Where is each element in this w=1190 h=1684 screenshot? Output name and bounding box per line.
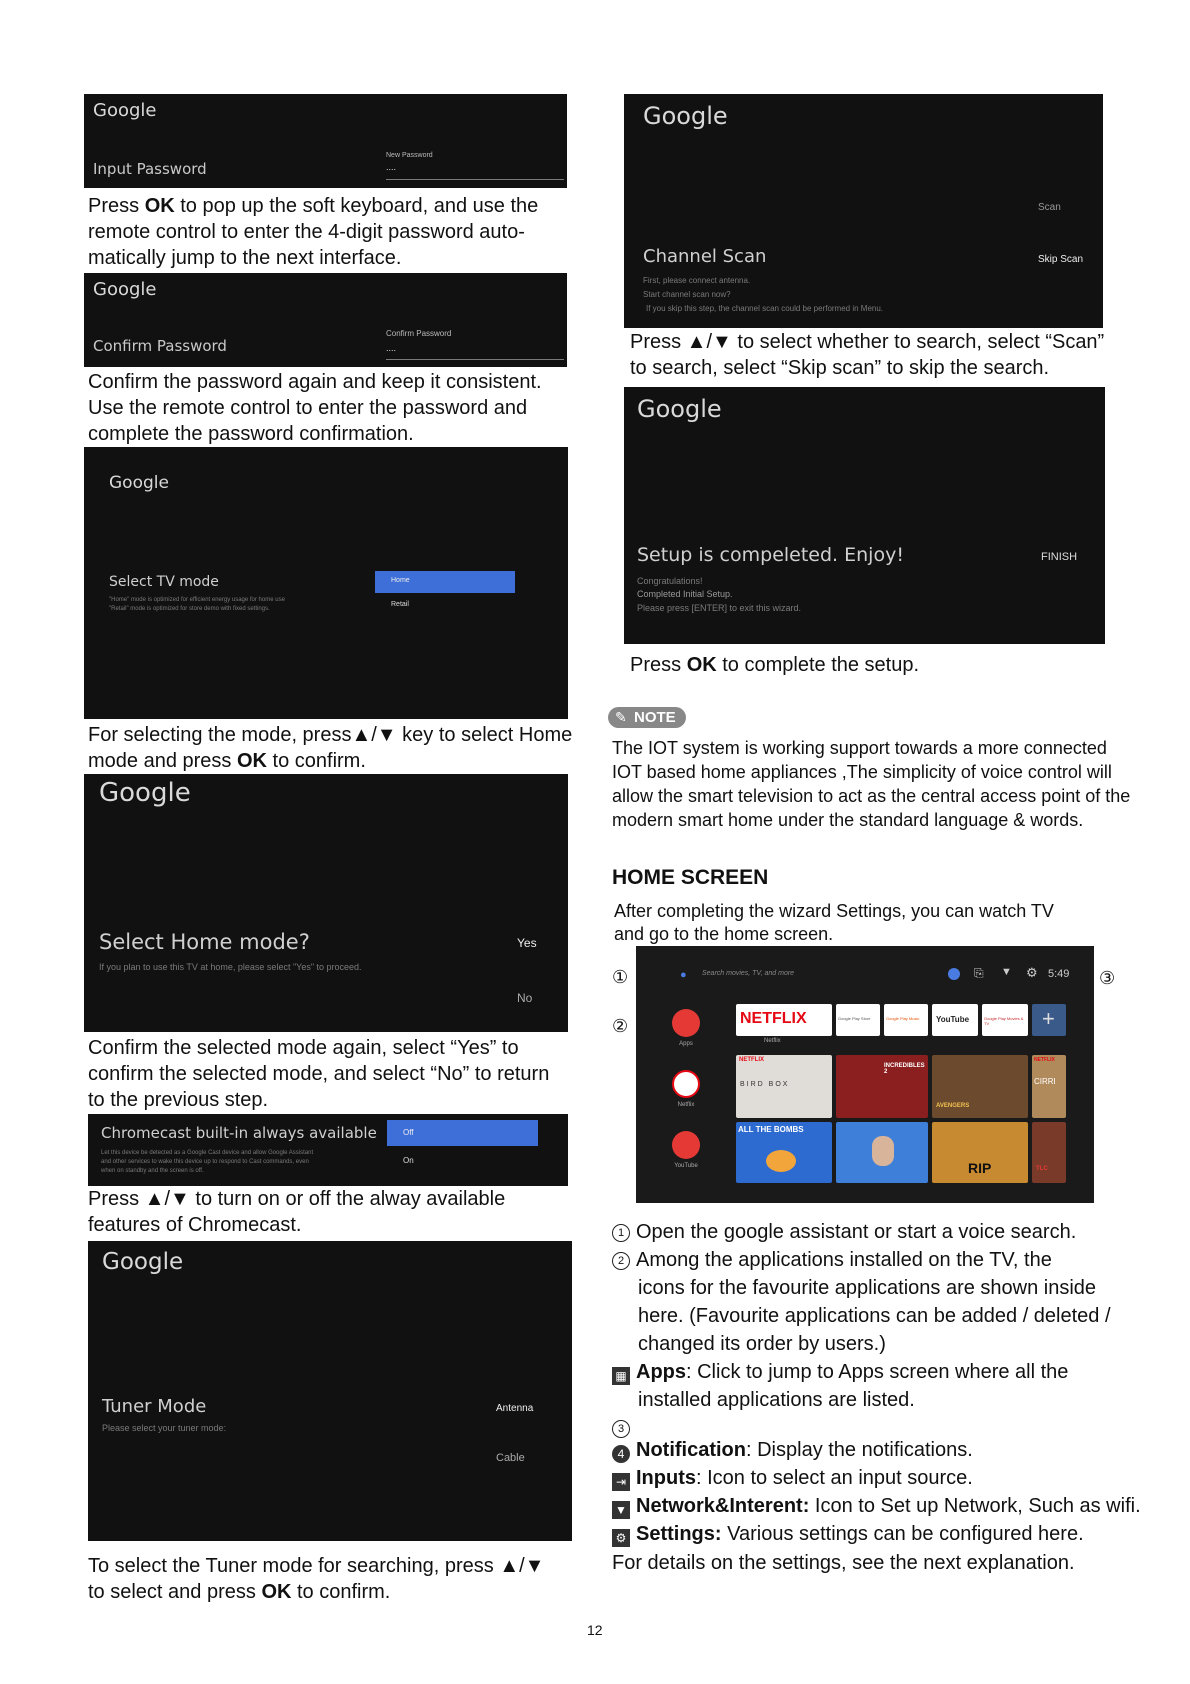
google-brand: Google: [99, 778, 191, 808]
search-bar[interactable]: Search movies, TV, and more: [702, 970, 795, 977]
youtube-tile[interactable]: YouTube: [932, 1004, 978, 1036]
finish-button[interactable]: FINISH: [1041, 551, 1078, 563]
mic-icon[interactable]: ●: [680, 969, 687, 981]
wifi-icon[interactable]: ▼: [1001, 966, 1012, 978]
complete-desc-1: Congratulations!: [637, 576, 703, 586]
content-tlc[interactable]: TLC: [1032, 1122, 1066, 1183]
screen-select-home-mode: [84, 774, 568, 1032]
screen-select-tv-mode: [84, 447, 568, 719]
caption-channel-scan: Press ▲/▼ to select whether to search, select “Scan” to search, select “Skip scan” to skip the search.: [630, 331, 1105, 379]
legend-footer: For details on the settings, see the next explanation.: [612, 1552, 1075, 1574]
password-field[interactable]: ....: [386, 162, 397, 172]
screen-chromecast: [88, 1114, 568, 1186]
netflix-app-label: Netflix: [677, 1102, 695, 1108]
option-off-label: Off: [403, 1128, 414, 1137]
content-incredibles[interactable]: INCREDIBLES 2: [836, 1055, 928, 1118]
legend-2-cont: icons for the favourite applications are shown inside here. (Favourite applications can be added / deleted / changed its order by users.): [638, 1277, 1111, 1355]
complete-desc-2: Completed Initial Setup.: [637, 589, 733, 599]
legend-notification: 4 Notification: Display the notifications.: [612, 1436, 973, 1464]
tuner-desc: Please select your tuner mode:: [102, 1423, 227, 1433]
mode-desc-home: "Home" mode is optimized for efficient energy usage for home use: [109, 597, 285, 603]
screen-channel-scan: [624, 94, 1103, 328]
notification-num-icon: 4: [612, 1445, 630, 1463]
home-screen-shot: [636, 946, 1094, 1203]
clock: 5:49: [1048, 968, 1070, 980]
page-number: 12: [587, 1622, 603, 1638]
play-movies-tile[interactable]: Google Play Movies & TV: [982, 1004, 1028, 1036]
google-brand: Google: [109, 473, 169, 493]
scan-desc-1: First, please connect antenna.: [643, 276, 751, 285]
option-home-label: Home: [391, 577, 410, 584]
youtube-app-icon[interactable]: [672, 1131, 700, 1159]
screen-label: Setup is compeleted. Enjoy!: [637, 544, 904, 566]
netflix-app-icon[interactable]: [672, 1070, 700, 1098]
confirm-field-label: Confirm Password: [386, 329, 452, 338]
home-screen-intro: After completing the wizard Settings, you can watch TV and go to the home screen.: [614, 901, 1054, 944]
option-off[interactable]: [387, 1120, 538, 1146]
play-store-tile[interactable]: Google Play Store: [836, 1004, 880, 1036]
apps-icon[interactable]: [672, 1009, 700, 1037]
content-cirri[interactable]: NETFLIX CIRRI: [1032, 1055, 1066, 1118]
gear-icon[interactable]: ⚙: [1026, 965, 1038, 980]
screen-label: Input Password: [93, 160, 207, 178]
screen-setup-complete: [624, 387, 1105, 644]
google-brand: Google: [643, 102, 728, 130]
legend-network: ▼ Network&Interent: Icon to Set up Network, Such as wifi.: [612, 1492, 1141, 1520]
chromecast-desc-1: Let this device be detected as a Google Cast device and allow Google Assistant: [101, 1150, 314, 1156]
caption-select-tv-mode: For selecting the mode, press▲/▼ key to select Home mode and press OK to confirm.: [88, 724, 573, 772]
legend-1: 1 Open the google assistant or start a voice search.: [612, 1218, 1076, 1246]
option-skip-scan[interactable]: Skip Scan: [1038, 254, 1084, 265]
input-source-icon: ⇥: [612, 1473, 630, 1491]
option-cable[interactable]: Cable: [496, 1452, 525, 1464]
notification-icon[interactable]: [948, 968, 960, 980]
settings-legend-icon: ⚙: [612, 1529, 630, 1547]
caption-input-password: Press OK to pop up the soft keyboard, and use the remote control to enter the 4-digit password auto- matically jump to the next interface.: [88, 195, 539, 269]
screen-confirm-password: [84, 273, 567, 367]
youtube-app-label: YouTube: [674, 1163, 698, 1169]
scan-desc-3: If you skip this step, the channel scan could be performed in Menu.: [646, 304, 884, 313]
input-icon[interactable]: ⎘: [974, 966, 984, 980]
option-on[interactable]: On: [403, 1156, 414, 1165]
wifi-legend-icon: ▼: [612, 1501, 630, 1519]
password-underline: [386, 179, 564, 180]
screen-label: Channel Scan: [643, 246, 767, 267]
screen-input-password: [84, 94, 567, 188]
chromecast-desc-3: when on standby and the screen is off.: [101, 1168, 204, 1174]
option-antenna[interactable]: Antenna: [496, 1403, 534, 1414]
caption-select-home-mode: Confirm the selected mode again, select “Yes” to confirm the selected mode, and select “No” to return to the previous step.: [88, 1037, 550, 1111]
screen-label: Select TV mode: [109, 574, 219, 590]
caption-setup-complete: Press OK to complete the setup.: [630, 654, 920, 676]
complete-desc-3: Please press [ENTER] to exit this wizard.: [637, 603, 802, 613]
caption-chromecast: Press ▲/▼ to turn on or off the alway available features of Chromecast.: [88, 1188, 506, 1236]
netflix-tile-label: Netflix: [764, 1038, 781, 1044]
screen-label: Select Home mode?: [99, 930, 310, 954]
add-favourite-tile[interactable]: [1032, 1004, 1066, 1036]
caption-tuner-mode: To select the Tuner mode for searching, press ▲/▼ to select and press OK to confirm.: [88, 1555, 545, 1603]
apps-grid-icon: ▦: [612, 1367, 630, 1385]
marker-2: ②: [612, 1016, 629, 1036]
legend-apps-cont: installed applications are listed.: [638, 1389, 915, 1411]
plus-icon: +: [1042, 1006, 1055, 1031]
caption-confirm-password: Confirm the password again and keep it consistent. Use the remote control to enter the password and complete the password confirmation.: [88, 371, 542, 445]
content-all-the-bombs[interactable]: ALL THE BOMBS: [736, 1122, 832, 1183]
legend-2: 2 Among the applications installed on the TV, the: [612, 1246, 1052, 1274]
password-field-label: New Password: [386, 152, 433, 159]
option-no[interactable]: No: [517, 991, 533, 1005]
screen-label: Tuner Mode: [102, 1396, 207, 1417]
chromecast-desc-2: and other services to wake this device up to respond to Cast commands, even: [101, 1159, 309, 1165]
content-rip[interactable]: RIP: [932, 1122, 1028, 1183]
note-badge: ✎ NOTE: [608, 707, 686, 728]
home-mode-desc: If you plan to use this TV at home, please select "Yes" to proceed.: [99, 962, 362, 972]
confirm-underline: [386, 359, 564, 360]
apps-label: Apps: [679, 1041, 693, 1047]
google-brand: Google: [93, 279, 157, 300]
scan-desc-2: Start channel scan now?: [643, 290, 731, 299]
screen-label: Chromecast built-in always available: [101, 1124, 377, 1142]
content-video-2[interactable]: [836, 1122, 928, 1183]
explosion-shape: [766, 1150, 796, 1172]
legend-3: 3: [612, 1414, 636, 1442]
home-screen-heading: HOME SCREEN: [612, 866, 769, 889]
screen-label: Confirm Password: [93, 337, 227, 355]
play-music-tile[interactable]: Google Play Music: [884, 1004, 928, 1036]
google-brand: Google: [93, 100, 157, 121]
mode-desc-retail: "Retail" mode is optimized for store demo with fixed settings.: [109, 606, 270, 612]
google-brand: Google: [637, 395, 722, 423]
person-shape: [872, 1136, 894, 1166]
google-brand: Google: [102, 1249, 184, 1275]
legend-settings: ⚙ Settings: Various settings can be configured here.: [612, 1520, 1084, 1548]
option-scan[interactable]: Scan: [1038, 202, 1061, 213]
option-home[interactable]: [375, 571, 515, 593]
legend-inputs: ⇥ Inputs: Icon to select an input source.: [612, 1464, 973, 1492]
marker-3: ③: [1099, 968, 1116, 988]
marker-1: ①: [612, 967, 629, 987]
pencil-icon: ✎: [615, 709, 627, 725]
content-avengers[interactable]: AVENGERS: [932, 1055, 1028, 1118]
netflix-tile[interactable]: NETFLIX: [736, 1004, 832, 1036]
legend-apps: ▦ Apps: Click to jump to Apps screen where all the: [612, 1358, 1068, 1386]
screen-tuner-mode: [88, 1241, 572, 1541]
note-text: The IOT system is working support towards a more connected IOT based home appliances ,The simplicity of voice control will allow the smart television to act as the central access point of the modern smart home under the standard language & words.: [612, 738, 1131, 830]
option-retail[interactable]: Retail: [391, 601, 409, 608]
option-yes[interactable]: Yes: [517, 936, 537, 950]
content-bird-box[interactable]: NETFLIX BIRD BOX: [736, 1055, 832, 1118]
confirm-field[interactable]: ....: [386, 343, 397, 353]
